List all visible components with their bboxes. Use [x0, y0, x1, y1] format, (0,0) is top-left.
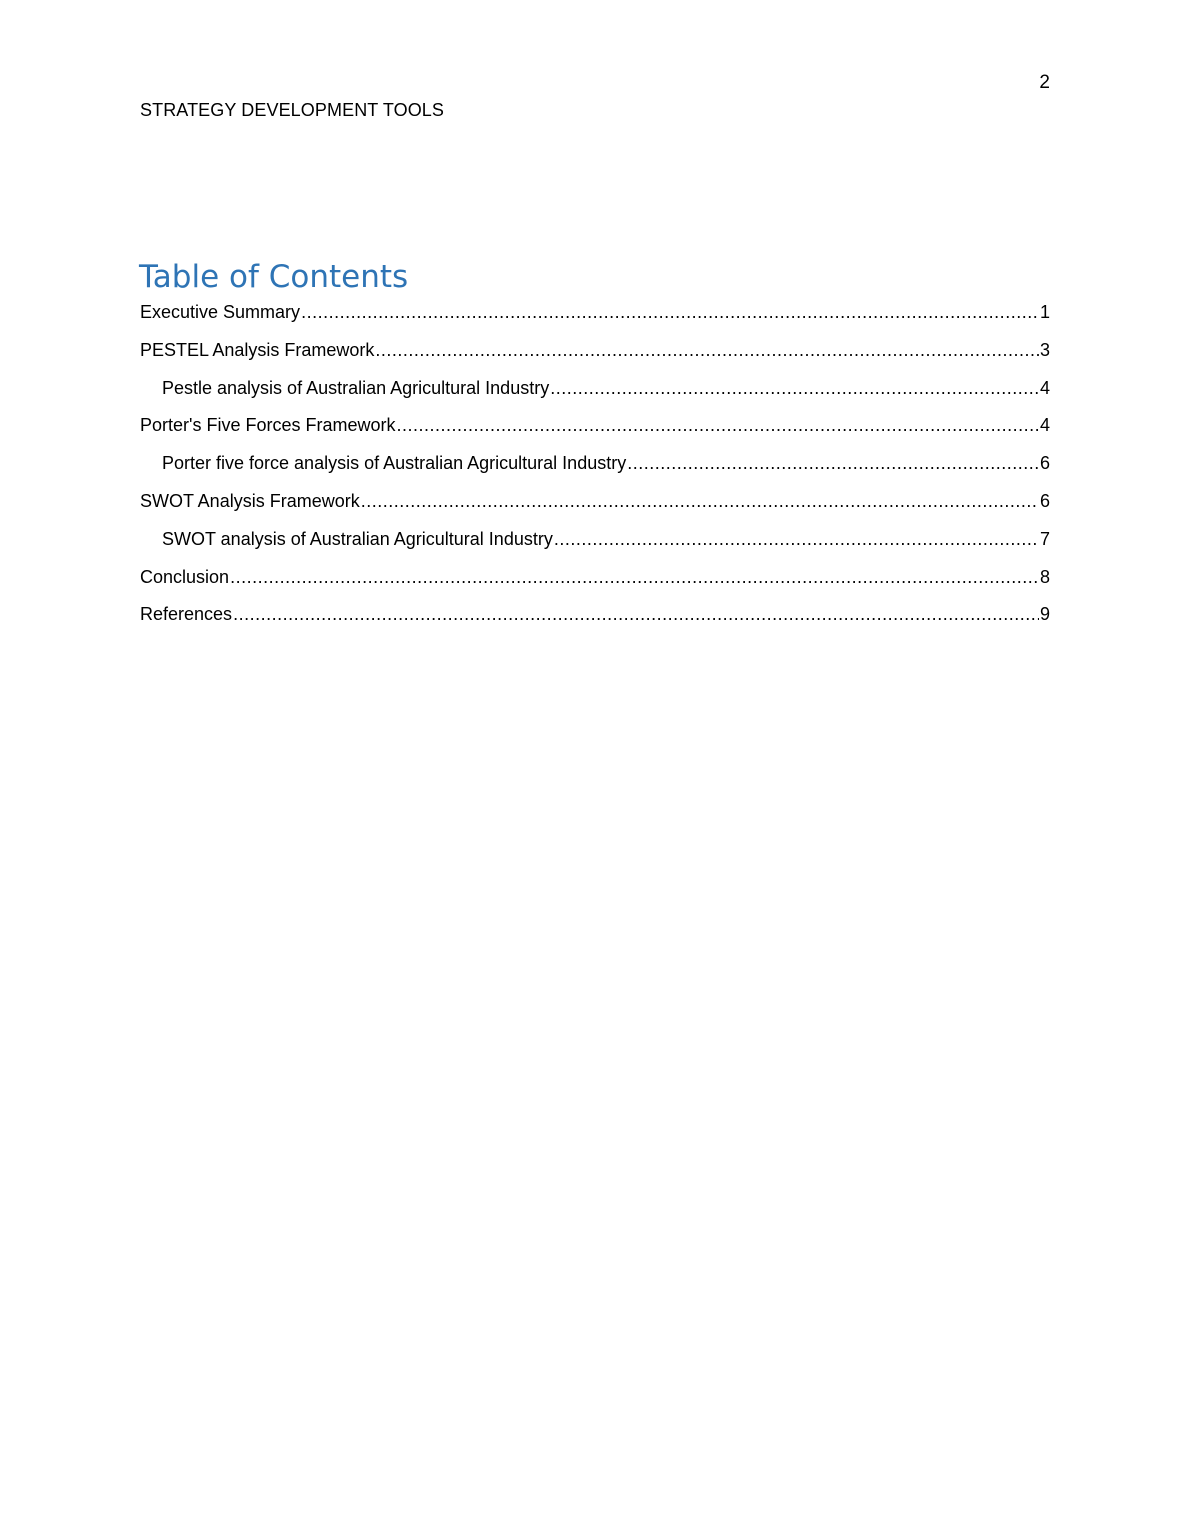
toc-entry-title: SWOT analysis of Australian Agricultural Industry — [162, 528, 553, 549]
toc-entry-page: 3 — [1039, 339, 1050, 360]
toc-dot-leader — [627, 451, 1039, 475]
toc-entry-page: 1 — [1039, 302, 1050, 322]
toc-entry-page: 4 — [1039, 377, 1050, 398]
toc-entry-title: References — [140, 604, 233, 625]
toc-entry-porter-analysis[interactable] — [140, 451, 1050, 489]
toc-entry-pestle-analysis[interactable] — [140, 376, 1050, 414]
toc-entry-title: Porter's Five Forces Framework — [140, 415, 396, 436]
toc-dot-leader — [550, 376, 1039, 400]
toc-dot-leader — [233, 602, 1039, 626]
toc-entry-pestel-framework[interactable] — [140, 338, 1050, 376]
toc-entry-title: PESTEL Analysis Framework — [140, 339, 375, 360]
toc-entry-title: Pestle analysis of Australian Agricultural Industry — [162, 377, 550, 398]
toc-entry-conclusion[interactable] — [140, 565, 1050, 603]
table-of-contents — [140, 300, 1050, 640]
toc-entry-title: SWOT Analysis Framework — [140, 490, 360, 511]
page-number: 2 — [1039, 72, 1050, 93]
toc-entry-title: Executive Summary — [140, 302, 301, 322]
toc-dot-leader — [361, 489, 1039, 513]
toc-entry-page: 9 — [1039, 604, 1050, 625]
toc-dot-leader — [301, 300, 1039, 324]
toc-entry-page: 6 — [1039, 490, 1050, 511]
toc-entry-page: 8 — [1039, 566, 1050, 587]
toc-entry-title: Conclusion — [140, 566, 230, 587]
toc-entry-swot-framework[interactable] — [140, 489, 1050, 527]
toc-entry-references[interactable] — [140, 602, 1050, 640]
toc-dot-leader — [554, 527, 1039, 551]
toc-entry-title: Porter five force analysis of Australian Agricultural Industry — [162, 453, 627, 474]
toc-dot-leader — [230, 565, 1039, 589]
toc-entry-porters-framework[interactable] — [140, 413, 1050, 451]
toc-entry-page: 7 — [1039, 528, 1050, 549]
toc-heading: Table of Contents — [139, 259, 409, 295]
toc-entry-swot-analysis[interactable] — [140, 527, 1050, 565]
running-head: STRATEGY DEVELOPMENT TOOLS — [140, 100, 445, 120]
toc-dot-leader — [375, 338, 1039, 362]
toc-entry-page: 4 — [1039, 415, 1050, 436]
toc-entry-page: 6 — [1039, 453, 1050, 474]
toc-entry-executive-summary[interactable] — [140, 300, 1050, 338]
toc-dot-leader — [396, 413, 1039, 437]
